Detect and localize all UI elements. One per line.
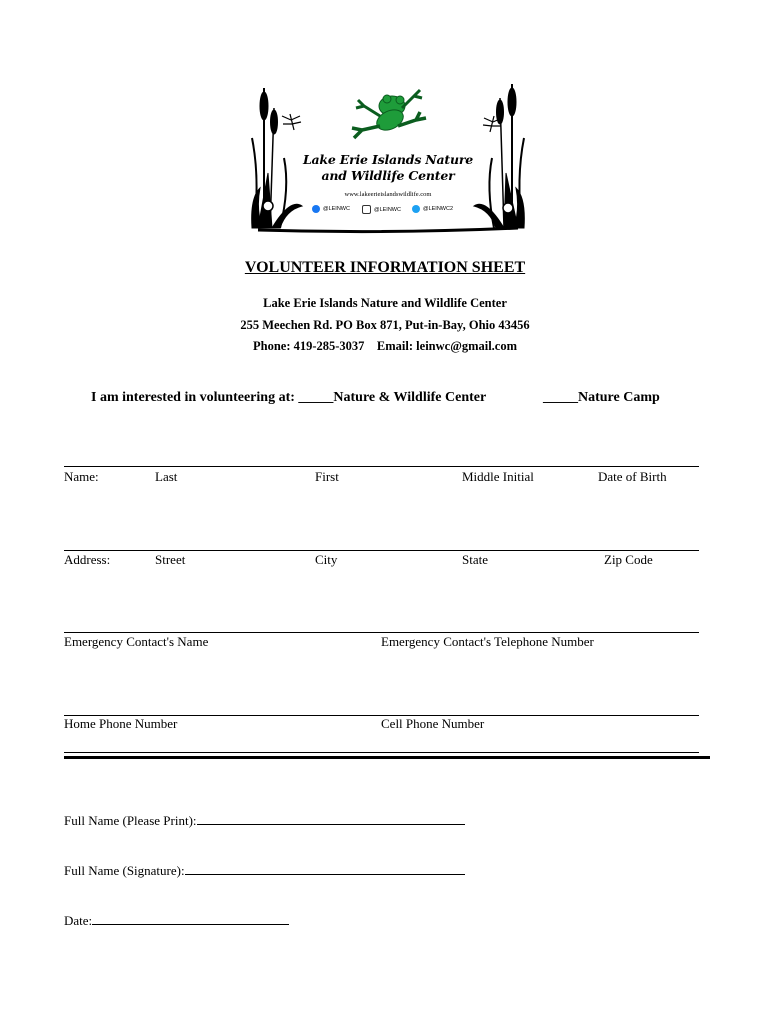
nature-camp-checkbox-blank[interactable]: _____ [543, 390, 578, 405]
twitter-icon [412, 205, 420, 213]
twitter-handle: @LEINWC2 [412, 205, 453, 213]
name-label: Name: [64, 469, 99, 484]
first-name-label: First [315, 469, 339, 484]
date-label: Date: [64, 913, 93, 928]
facebook-icon [312, 205, 320, 213]
full-name-print-blank[interactable] [197, 811, 465, 825]
date-blank[interactable] [92, 911, 289, 925]
full-name-signature-label: Full Name (Signature): [64, 863, 185, 878]
section-divider-thin [64, 752, 699, 753]
home-phone-label: Home Phone Number [64, 716, 178, 731]
street-label: Street [155, 552, 186, 567]
full-name-signature-blank[interactable] [185, 861, 465, 875]
city-label: City [315, 552, 338, 567]
emergency-contact-phone-label: Emergency Contact's Telephone Number [381, 634, 594, 649]
nature-camp-option: Nature Camp [578, 390, 660, 405]
org-address: 255 Meechen Rd. PO Box 871, Put-in-Bay, Ohio 43456 [240, 318, 530, 332]
emergency-contact-name-label: Emergency Contact's Name [64, 634, 209, 649]
address-input-line[interactable] [64, 550, 699, 551]
org-name: Lake Erie Islands Nature and Wildlife Center [263, 296, 507, 310]
organization-logo [250, 78, 526, 234]
date-of-birth-label: Date of Birth [598, 469, 667, 484]
left-dragonfly-icon [282, 114, 301, 130]
instagram-icon [362, 205, 371, 214]
date-field [64, 911, 289, 929]
full-name-print-field [64, 811, 465, 829]
facebook-handle: @LEINWC [312, 205, 350, 213]
full-name-print-label: Full Name (Please Print): [64, 813, 197, 828]
section-divider-thick [64, 756, 710, 759]
logo-org-name-line1: Lake Erie Islands Nature [302, 152, 474, 167]
last-name-label: Last [155, 469, 178, 484]
instagram-handle: @LEINWC [362, 205, 401, 214]
page-title: VOLUNTEER INFORMATION SHEET [244, 259, 526, 276]
nature-center-option: Nature & Wildlife Center [333, 390, 487, 405]
state-label: State [462, 552, 488, 567]
middle-initial-label: Middle Initial [462, 469, 534, 484]
logo-org-name-line2: and Wildlife Center [321, 168, 455, 183]
full-name-signature-field [64, 861, 465, 879]
org-contact: Phone: 419-285-3037 Email: leinwc@gmail.com [252, 339, 518, 353]
logo-website: www.lakeerieislandswildlife.com [344, 191, 432, 198]
emergency-contact-input-line[interactable] [64, 632, 699, 633]
cell-phone-label: Cell Phone Number [381, 716, 485, 731]
interest-prompt: I am interested in volunteering at: _____Nature & Wildlife Center [91, 390, 487, 405]
zip-code-label: Zip Code [604, 552, 653, 567]
nature-camp-choice [543, 390, 660, 406]
nature-center-checkbox-blank[interactable]: _____ [298, 390, 334, 405]
frog-icon [352, 90, 426, 138]
name-input-line[interactable] [64, 466, 699, 467]
address-label: Address: [64, 552, 111, 567]
